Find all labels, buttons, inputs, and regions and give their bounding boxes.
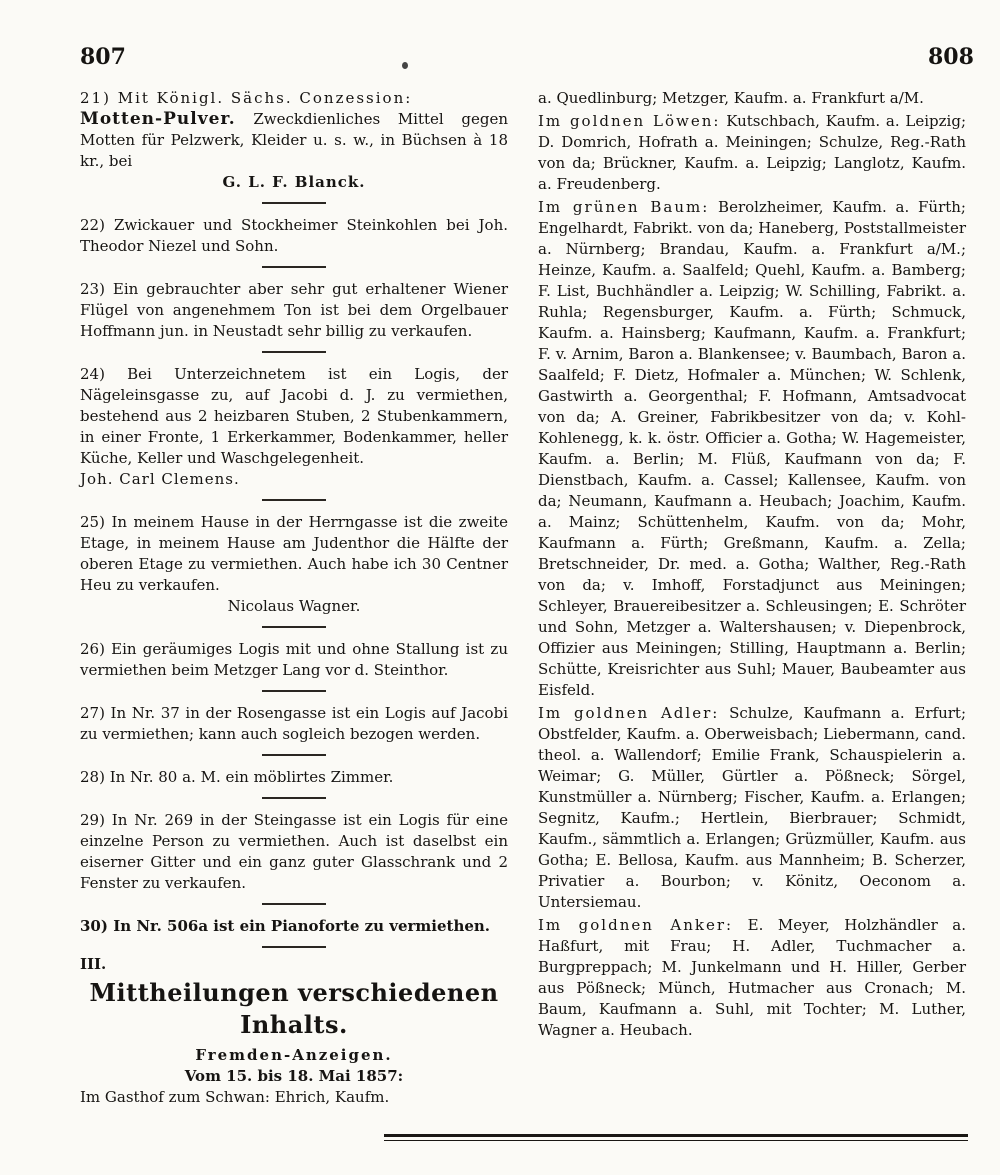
schwan-start: Im Gasthof zum Schwan: Ehrich, Kaufm. xyxy=(80,1088,390,1106)
ink-dot xyxy=(402,62,408,69)
entry-22: 22) Zwickauer und Stockheimer Steinkohlen bei Joh. Theodor Niezel und Sohn. xyxy=(80,216,508,255)
separator xyxy=(262,946,326,948)
entry-21-lead: Motten-Pulver. xyxy=(80,109,236,129)
guest-list-adler xyxy=(538,703,966,913)
hotel-label-baum: Im grünen Baum: xyxy=(538,198,710,216)
closing-rule-thin xyxy=(384,1140,968,1141)
entry-21-line1: 21) Mit Königl. Sächs. Conzession: xyxy=(80,89,413,107)
section-number: III. xyxy=(80,955,107,973)
separator xyxy=(262,903,326,905)
entry-21-rest: Zweckdienliches Mittel gegen Motten für Pelzwerk, Kleider u. s. w., in Büchsen à 18 kr., bei xyxy=(80,110,508,170)
separator xyxy=(262,797,326,799)
guest-list-baum xyxy=(538,197,966,701)
guest-list-anker xyxy=(538,915,966,1041)
right-column xyxy=(538,88,966,1041)
entry-25: 25) In meinem Hause in der Herrngasse ist die zweite Etage, in meinem Hause am Judenthor die Hälfte der oberen Etage zu vermiethen. Auch habe ich 30 Centner Heu zu verkaufen. xyxy=(80,513,508,594)
entry-23: 23) Ein gebrauchter aber sehr gut erhaltener Wiener Flügel von angenehmem Ton ist bei dem Orgelbauer Hoffmann jun. in Neustadt sehr billig zu verkaufen. xyxy=(80,280,508,340)
entry-27: 27) In Nr. 37 in der Rosengasse ist ein Logis auf Jacobi zu vermiethen; kann auch sogleich bezogen werden. xyxy=(80,704,508,743)
entry-26: 26) Ein geräumiges Logis mit und ohne Stallung ist zu vermiethen beim Metzger Lang vor d. Steinthor. xyxy=(80,640,508,679)
guest-list-continued: a. Quedlinburg; Metzger, Kaufm. a. Frankfurt a/M. xyxy=(538,89,924,107)
entry-25-signature: Nicolaus Wagner. xyxy=(227,597,361,615)
closing-rule xyxy=(384,1134,968,1137)
date-line: Vom 15. bis 18. Mai 1857: xyxy=(184,1067,404,1085)
separator xyxy=(262,754,326,756)
hotel-label-loewen: Im goldnen Löwen: xyxy=(538,112,721,130)
separator xyxy=(262,266,326,268)
separator xyxy=(262,499,326,501)
left-column xyxy=(80,88,508,1108)
separator xyxy=(262,351,326,353)
entry-30: 30) In Nr. 506a ist ein Pianoforte zu vermiethen. xyxy=(80,917,491,935)
entry-28: 28) In Nr. 80 a. M. ein möblirtes Zimmer. xyxy=(80,768,394,786)
guest-list-loewen xyxy=(538,111,966,195)
guest-names-adler: Schulze, Kaufmann a. Erfurt; Obstfelder, Kaufm. a. Oberweisbach; Liebermann, cand. theol. a. Wallendorf; Emilie Frank, Schauspielerin a. Weimar; G. Müller, Gürtler a. Pößneck; Sörgel, Kunstmüller a. Nürnberg; Fischer, Kaufm. a. Erlangen; Segnitz, Kaufm.; Hertlein, Bierbrauer; Schmidt, Kaufm., sämmtlich a. Erlangen; Grüzmüller, Kaufm. aus Gotha; E. Bellosa, Kaufm. aus Mannheim; B. Scherzer, Privatier a. Bourbon; v. Könitz, Oeconom a. Untersiemau. xyxy=(538,704,966,911)
separator xyxy=(262,690,326,692)
entry-24-signature: Joh. Carl Clemens. xyxy=(80,470,240,488)
page-number-left: 807 xyxy=(80,44,126,70)
entry-21-signature: G. L. F. Blanck. xyxy=(222,173,366,191)
subsection-title: Fremden-Anzeigen. xyxy=(195,1046,393,1064)
entry-24: 24) Bei Unterzeichnetem ist ein Logis, der Nägeleinsgasse zu, auf Jacobi d. J. zu vermiethen, bestehend aus 2 heizbaren Stuben, 2 Stubenkammern, in einer Fronte, 1 Erkerkammer, Bodenkammer, heller Küche, Keller und Waschgelegenheit. xyxy=(80,365,508,467)
entry-21-body xyxy=(80,109,508,172)
guest-names-anker: E. Meyer, Holzhändler a. Haßfurt, mit Frau; H. Adler, Tuchmacher a. Burgpreppach; M. Junkelmann und H. Hiller, Gerber aus Pößneck; Münch, Hutmacher aus Cronach; M. Baum, Kaufmann a. Suhl, mit Tochter; M. Luther, Wagner a. Heubach. xyxy=(538,916,967,1039)
page-number-right: 808 xyxy=(928,44,974,70)
section-title: Mittheilungen verschiedenen Inhalts. xyxy=(89,978,499,1039)
separator xyxy=(262,202,326,204)
hotel-label-adler: Im goldnen Adler: xyxy=(538,704,720,722)
guest-names-baum: Berolzheimer, Kaufm. a. Fürth; Engelhardt, Fabrikt. von da; Haneberg, Poststallmeister a. Nürnberg; Brandau, Kaufm. a. Frankfurt a/M.; Heinze, Kaufm. a. Saalfeld; Quehl, Kaufm. a. Bamberg; F. List, Buchhändler a. Leipzig; W. Schilling, Fabrikt. a. Ruhla; Regensburger, Kaufm. a. Fürth; Schmuck, Kaufm. a. Hainsberg; Kaufmann, Kaufm. a. Frankfurt; F. v. Arnim, Baron a. Blankensee; v. Baumbach, Baron a. Saalfeld; F. Dietz, Hofmaler a. München; W. Schlenk, Gastwirth a. Georgenthal; F. Hofmann, Amtsadvocat von da; A. Greiner, Fabrikbesitzer von da; v. Kohl-Kohlenegg, k. k. östr. Officier a. Gotha; W. Hagemeister, Kaufm. a. Berlin; M. Flüß, Kaufmann von da; F. Dienstbach, Kaufm. a. Cassel; Kallensee, Kaufm. von da; Neumann, Kaufmann a. Heubach; Joachim, Kaufm. a. Mainz; Schüttenhelm, Kaufm. von da; Mohr, Kaufmann a. Fürth; Greßmann, Kaufm. a. Zella; Bretschneider, Dr. med. a. Gotha; Walther, Reg.-Rath von da; v. Imhoff, Forstadjunct aus Meiningen; Schleyer, Brauereibesitzer a. Schleusingen; E. Schröter und Sohn, Metzger a. Waltershausen; v. Diepenbrock, Offizier aus Meiningen; Stilling, Hauptmann a. Berlin; Schütte, Kreisrichter aus Suhl; Mauer, Baubeamter aus Eisfeld. xyxy=(538,198,966,699)
separator xyxy=(262,626,326,628)
guest-names-loewen: Kutschbach, Kaufm. a. Leipzig; D. Domrich, Hofrath a. Meiningen; Schulze, Reg.-Rath von da; Brückner, Kaufm. a. Leipzig; Langlotz, Kaufm. a. Freudenberg. xyxy=(538,112,966,193)
hotel-label-anker: Im goldnen Anker: xyxy=(538,916,734,934)
entry-29: 29) In Nr. 269 in der Steingasse ist ein Logis für eine einzelne Person zu vermiethen. Auch ist daselbst ein eiserner Gitter und ein ganz guter Glasschrank und 2 Fenster zu verkaufen. xyxy=(80,811,508,892)
